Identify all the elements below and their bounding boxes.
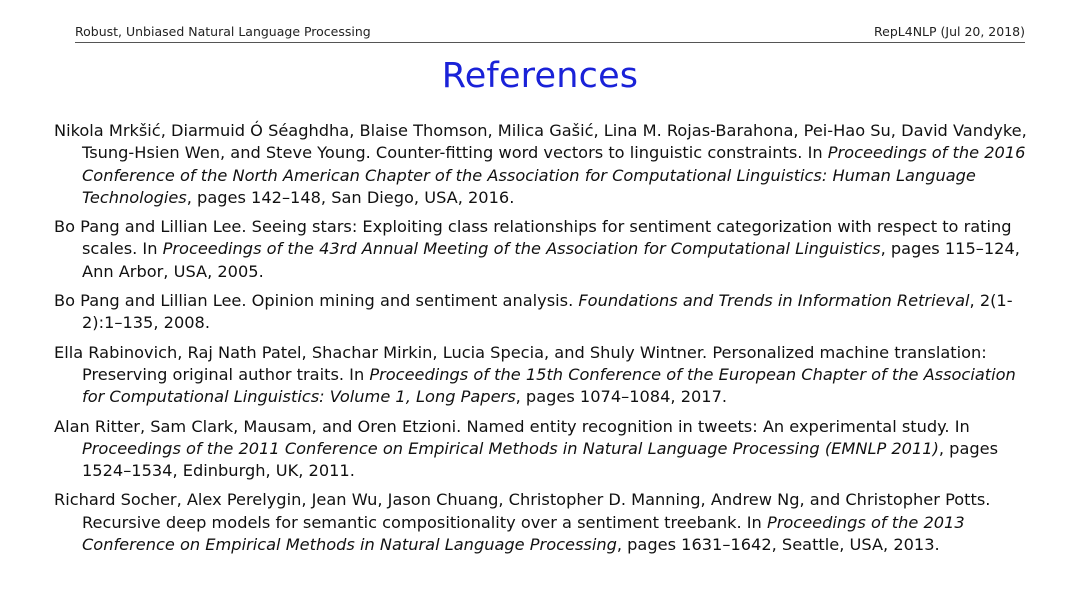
reference-venue: Foundations and Trends in Information Retrieval [578,291,970,311]
reference-details: , pages 1631–1642, Seattle, USA, 2013. [616,535,940,555]
reference-venue: Proceedings of the 2016 Conference of the North American Chapter of the Association for Computational Linguistics: Human Language Technologies [82,143,1026,207]
reference-details: , pages 1074–1084, 2017. [515,387,728,407]
header-venue-date: RepL4NLP (Jul 20, 2018) [874,24,1025,39]
reference-details: , pages 1524–1534, Edinburgh, UK, 2011. [82,438,999,481]
reference-details: , pages 142–148, San Diego, USA, 2016. [186,187,515,207]
reference-venue: Proceedings of the 2011 Conference on Empirical Methods in Natural Language Processing (EMNLP 2011) [82,438,939,458]
reference-text: Bo Pang and Lillian Lee. Seeing stars: Exploiting class relationships for sentiment categorization with respect to rating scales. In [54,217,1012,259]
header-talk-title: Robust, Unbiased Natural Language Processing [75,24,371,39]
reference-list [54,120,1030,563]
reference-entry [54,342,1030,409]
reference-entry [54,216,1030,283]
reference-entry [54,489,1030,556]
page-title: References [441,56,639,96]
reference-entry [54,120,1030,209]
reference-entry [54,290,1030,335]
reference-text: Alan Ritter, Sam Clark, Mausam, and Oren Etzioni. Named entity recognition in tweets: An experimental study. In [54,416,970,436]
reference-details: , pages 115–124, Ann Arbor, USA, 2005. [82,239,1020,281]
reference-text: Nikola Mrkšić, Diarmuid Ó Séaghdha, Blaise Thomson, Milica Gašić, Lina M. Rojas-Barahona, Pei-Hao Su, David Vandyke, Tsung-Hsien Wen, and Steve Young. Counter-fitting word vectors to linguistic constraints. In [54,121,1027,163]
reference-venue: Proceedings of the 15th Conference of the European Chapter of the Association for Computational Linguistics: Volume 1, Long Papers [82,364,1016,407]
reference-text: Ella Rabinovich, Raj Nath Patel, Shachar Mirkin, Lucia Specia, and Shuly Wintner. Personalized machine translation: Preserving original author traits. In [54,342,987,384]
reference-text: Richard Socher, Alex Perelygin, Jean Wu, Jason Chuang, Christopher D. Manning, Andrew Ng, and Christopher Potts. Recursive deep models for semantic compositionality over a sentiment treebank. In [54,490,991,532]
reference-details: , 2(1-2):1–135, 2008. [82,291,1013,333]
reference-venue: Proceedings of the 43rd Annual Meeting of the Association for Computational Linguistics [162,239,881,259]
reference-entry [54,416,1030,483]
reference-text: Bo Pang and Lillian Lee. Opinion mining and sentiment analysis. [54,291,579,311]
reference-venue: Proceedings of the 2013 Conference on Empirical Methods in Natural Language Processing [82,512,965,555]
slide-header [75,15,1025,43]
